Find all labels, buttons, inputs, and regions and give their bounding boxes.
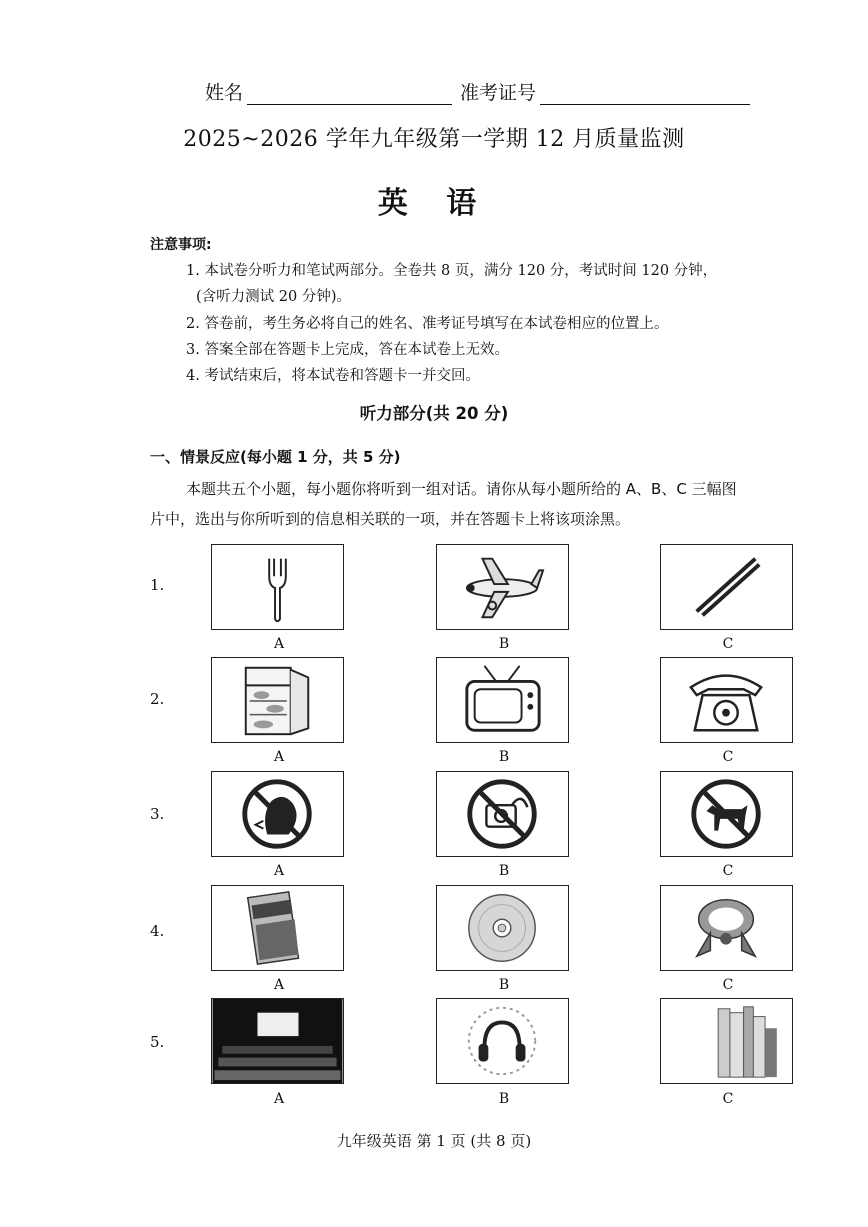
telephone-icon [661,658,792,742]
q5-option-b-image[interactable] [436,998,569,1084]
q4-option-b-image[interactable] [436,885,569,971]
notice-item-4: 4. 考试结束后，将本试卷和答题卡一并交回。 [186,368,480,384]
subject-title: 英 语 [377,186,491,221]
q3-letter-c: C [722,863,734,879]
q3-option-a-image[interactable] [211,771,344,857]
notice-item-3: 3. 答案全部在答题卡上完成，答在本试卷上无效。 [186,342,509,358]
name-label: 姓名 [205,82,244,104]
no-photography-icon [437,772,568,856]
q1-letter-a: A [273,636,285,652]
q1-option-c-image[interactable] [660,544,793,630]
q2-option-b-image[interactable] [436,657,569,743]
q1-letter-b: B [498,636,510,652]
cd-disc-icon [437,886,568,970]
notice-item-1-cont: (含听力测试 20 分钟)。 [196,289,351,305]
no-dogs-icon [661,772,792,856]
q5-letter-a: A [273,1091,285,1107]
notice-item-1: 1. 本试卷分听力和笔试两部分。全卷共 8 页，满分 120 分，考试时间 120 分钟， [186,263,718,279]
q1-option-a-image[interactable] [211,544,344,630]
q1-option-b-image[interactable] [436,544,569,630]
airplane-icon [437,545,568,629]
q1-letter-c: C [722,636,734,652]
q4-letter-c: C [722,977,734,993]
q3-option-c-image[interactable] [660,771,793,857]
exam-id-label: 准考证号 [460,82,537,104]
q2-letter-c: C [722,749,734,765]
question-3-number: 3. [150,805,165,823]
q2-option-a-image[interactable] [211,657,344,743]
television-icon [437,658,568,742]
candidate-info-line [205,78,750,105]
no-talking-icon [212,772,343,856]
cinema-icon [212,999,343,1083]
notice-item-2: 2. 答卷前，考生务必将自己的姓名、准考证号填写在本试卷相应的位置上。 [186,316,669,332]
q4-option-a-image[interactable] [211,885,344,971]
notice-heading: 注意事项: [150,237,212,253]
scarf-icon [661,886,792,970]
q3-option-b-image[interactable] [436,771,569,857]
q2-letter-b: B [498,749,510,765]
q2-option-c-image[interactable] [660,657,793,743]
question-1-number: 1. [150,576,165,594]
headphones-music-icon [437,999,568,1083]
q5-option-c-image[interactable] [660,998,793,1084]
q4-option-c-image[interactable] [660,885,793,971]
part-one-heading: 一、情景反应(每小题 1 分，共 5 分) [150,448,401,466]
page-footer: 九年级英语 第 1 页 (共 8 页) [336,1132,532,1150]
name-field[interactable] [247,84,452,105]
q4-letter-b: B [498,977,510,993]
q5-letter-b: B [498,1091,510,1107]
question-2-number: 2. [150,690,165,708]
exam-title: 2025~2026 学年九年级第一学期 12 月质量监测 [183,127,685,152]
books-icon [661,999,792,1083]
question-4-number: 4. [150,922,165,940]
q3-letter-a: A [273,863,285,879]
q4-letter-a: A [273,977,285,993]
magazine-icon [212,886,343,970]
fork-icon [212,545,343,629]
question-5-number: 5. [150,1033,165,1051]
q3-letter-b: B [498,863,510,879]
listening-section-title: 听力部分(共 20 分) [359,404,509,423]
q2-letter-a: A [273,749,285,765]
q5-letter-c: C [722,1091,734,1107]
instructions-line-2: 片中，选出与你所听到的信息相关联的一项，并在答题卡上将该项涂黑。 [150,510,631,528]
instructions-line-1: 本题共五个小题，每小题你将听到一组对话。请你从每小题所给的 A、B、C 三幅图 [186,480,737,498]
exam-id-field[interactable] [540,84,750,105]
chopsticks-icon [661,545,792,629]
refrigerator-icon [212,658,343,742]
q5-option-a-image[interactable] [211,998,344,1084]
